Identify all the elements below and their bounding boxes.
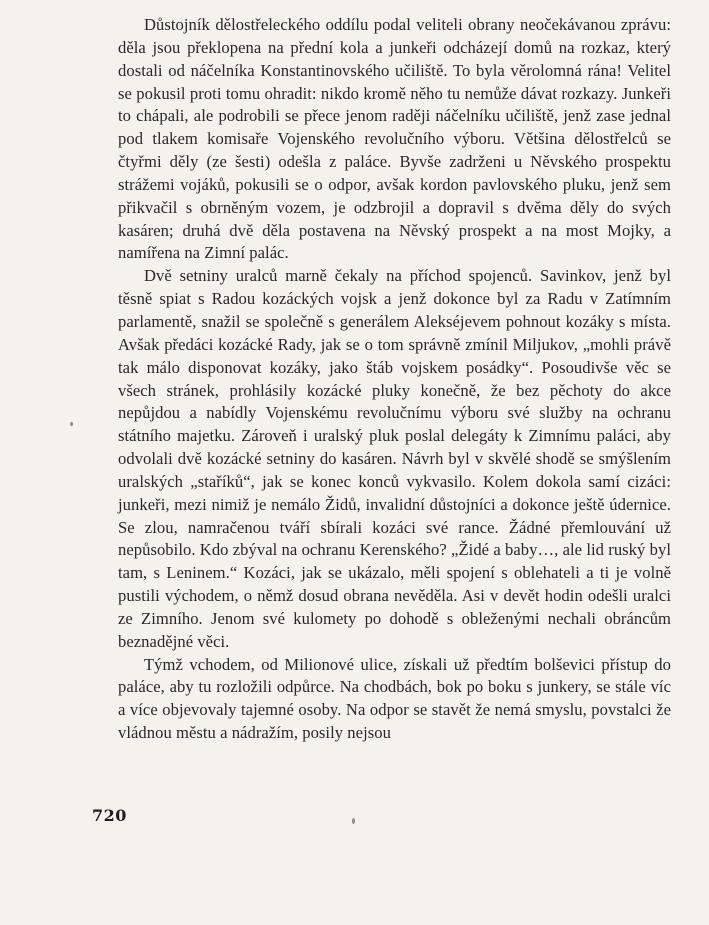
print-speck xyxy=(70,422,73,426)
paragraph-2: Dvě setniny uralců marně čekaly na příchod spojenců. Savinkov, jenž byl těsně spiat s Radou kozáckých vojsk a jenž dokonce byl za Radu v Zatímním parlamentě, snažil se společně s generálem Alekséjevem pohnout kozáky s místa. Avšak předáci kozácké Rady, jak se o tom správně zmínil Miljukov, „mohli právě tak málo disponovat kozáky, jako štáb vojskem posádky“. Posoudivše věc se všech stránek, prohlásily kozácké pluky konečně, že bez pěchoty do akce nepůjdou a nabídly Vojenskému revolučnímu výboru své služby na ochranu státního majetku. Zároveň i uralský pluk poslal delegáty k Zimnímu paláci, aby odvolali dvě kozácké setniny do kasáren. Návrh byl v skvělé shodě se smýšlením uralských „staříků“, jak se konec konců vykvasilo. Kolem dokola samí cizáci: junkeři, mezi nimiž je nemálo Židů, invalidní důstojníci a dokonce ještě údernice. Se zlou, namračenou tváří sbírali kozáci své rance. Žádné přemlouvání už nepůsobilo. Kdo zbýval na ochranu Kerenského? „Židé a baby…, ale lid ruský byl tam, s Leninem.“ Kozáci, jak se ukázalo, měli spojení s oblehateli a ti je volně pustili východem, o němž dosud obrana nevěděla. Asi v devět hodin odešli uralci ze Zimního. Jenom své kulomety po dohodě s obleženými nechali obráncům beznadějné věci. xyxy=(118,266,671,651)
paragraph-3: Týmž vchodem, od Milionové ulice, získali už předtím bolševici přístup do paláce, aby tu rozložili odpůrce. Na chodbách, bok po boku s junkery, se stále víc a více objevovaly tajemné osoby. Na odpor se stavět že nemá smyslu, povstalci že vládnou městu a nádražím, posily nejsou xyxy=(118,654,671,743)
print-speck xyxy=(352,818,355,824)
paragraph-1: Důstojník dělostřeleckého oddílu podal veliteli obrany neočekávanou zprávu: děla jsou překlopena na přední kola a junkeři odcházejí domů na rozkaz, který dostali od náčelníka Konstantinovského učiliště. To byla věrolomná rána! Velitel se pokusil proti tomu ohradit: nikdo kromě něho tu nemůže dávat rozkazy. Junkeři to chápali, ale podrobili se přece jenom raději náčelníku učiliště, jenž zase jednal pod tlakem komisaře Vojenského revolučního výboru. Většina dělostřelců se čtyřmi děly (ze šesti) odešla z paláce. Byvše zadrženi u Něvského prospektu strážemi vojáků, pokusili se o odpor, avšak kordon pavlovského pluku, jenž sem přikvačil s obrněným vozem, je odzbrojil a dopravil s dvěma děly do svých kasáren; druhá dvě děla postavena na Něvský prospekt a na most Mojky, a namířena na Zimní palác. xyxy=(118,15,671,263)
page-number: 720 xyxy=(92,806,127,825)
body-text xyxy=(118,14,671,745)
